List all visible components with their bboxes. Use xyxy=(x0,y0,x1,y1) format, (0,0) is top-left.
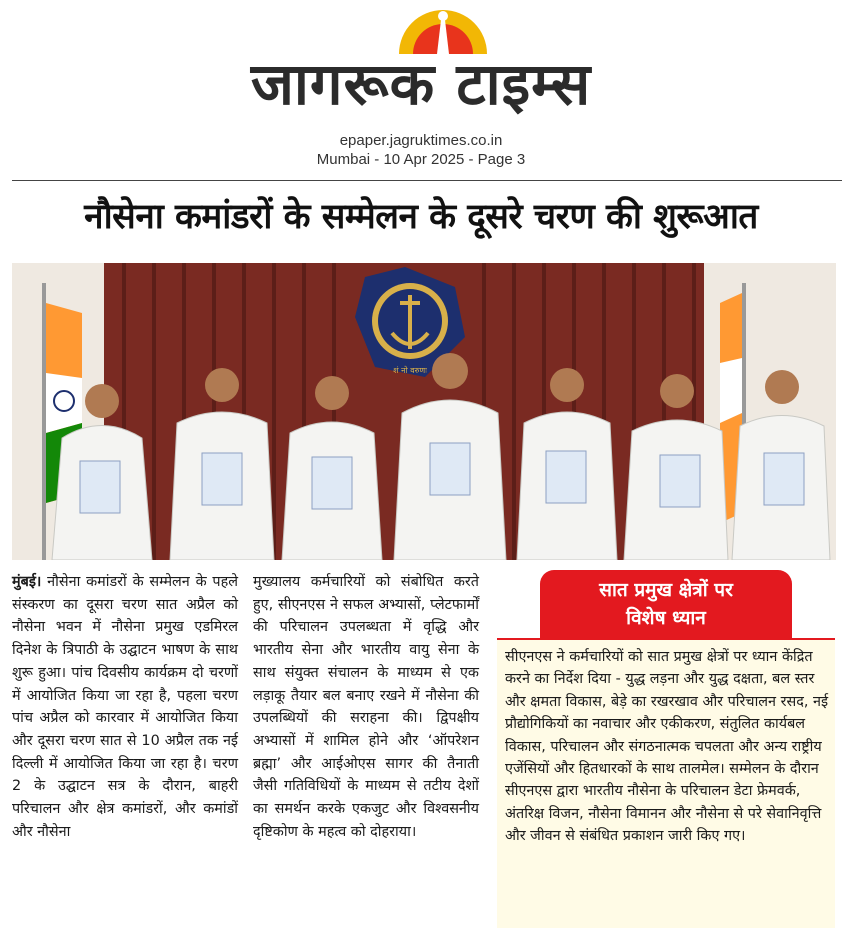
emblem-motto: शं नो वरुणः xyxy=(393,366,427,375)
masthead xyxy=(0,0,842,175)
column-2-text: मुख्यालय कर्मचारियों को संबोधित करते हुए, सीएनएस ने सफल अभ्यासों, प्लेटफार्मों की परिचालन उपलब्धता में वृद्धि और भारतीय सेना और भारतीय वायु सेना के साथ संयुक्त संचालन के माध्यम से एक लड़ाकू तैयार बल बनाए रखने में नौसेना की उपलब्धियों की सराहना की। द्विपक्षीय अभ्यासों में शामिल होने और ‘ऑपरेशन ब्रह्मा’ और आईओएस सागर की तैनाती जैसी गतिविधियों के माध्यम से तटीय देशों का समर्थन करके एकजुट और विश्वसनीय दृष्टिकोण के महत्व को दोहराया। xyxy=(253,574,479,840)
edition-info: Mumbai - 10 Apr 2025 - Page 3 xyxy=(316,151,526,168)
highlight-box-body: सीएनएस ने कर्मचारियों को सात प्रमुख क्षेत्रों पर ध्यान केंद्रित करने का निर्देश दिया - युद्ध लड़ना और युद्ध दक्षता, बल स्तर और क्षमता विकास, बेड़े का रखरखाव और परिचालन रसद, नई प्रौद्योगिकियों का नवाचार और एकीकरण, संतुलित कार्यबल विकास, परिचालन और संगठनात्मक चपलता और अन्य राष्ट्रीय एजेंसियों और हितधारकों के साथ तालमेल। सम्मेलन के दौरान सीएनएस द्वारा भारतीय नौसेना के परिचालन डेटा फ्रेमवर्क, अंतरिक्ष विजन, नौसेना विमानन और नौसेना से परे सेवानिवृत्ति और जीवन से संबंधित प्रकाशन जारी किए गए। xyxy=(497,638,835,928)
highlight-title-line-1: सात प्रमुख क्षेत्रों पर xyxy=(599,579,733,601)
header-divider xyxy=(12,180,842,181)
highlight-title-line-2: विशेष ध्यान xyxy=(626,607,706,629)
article-photo xyxy=(12,263,836,560)
highlight-box-title xyxy=(540,570,792,638)
dateline: मुंबई। xyxy=(12,574,42,590)
column-1-text: नौसेना कमांडरों के सम्मेलन के पहले संस्करण का दूसरा चरण सात अप्रैल को नौसेना भवन में नौसेना प्रमुख एडमिरल दिनेश के त्रिपाठी के उद्घाटन भाषण के साथ शुरू हुआ। पांच दिवसीय कार्यक्रम दो चरणों में आयोजित किया जा रहा है, पहला चरण पांच अप्रैल को कारवार में आयोजित किया और दूसरा चरण सात से 10 अप्रैल तक नई दिल्ली में आयोजित किया जा रहा है। चरण 2 के उद्घाटन सत्र के दौरान, बाहरी परिचालन और क्षेत्र कमांडरों, और कमांडों और नौसेना xyxy=(12,574,239,840)
article-column-2 xyxy=(253,571,479,843)
article-headline: नौसेना कमांडरों के सम्मेलन के दूसरे चरण की शुरूआत xyxy=(84,197,758,237)
epaper-url[interactable]: epaper.jagruktimes.co.in xyxy=(339,132,503,149)
group-photo-icon xyxy=(12,263,836,560)
article-column-1 xyxy=(12,571,238,843)
newspaper-title[interactable]: जागरूक टाइम्स xyxy=(250,50,592,118)
